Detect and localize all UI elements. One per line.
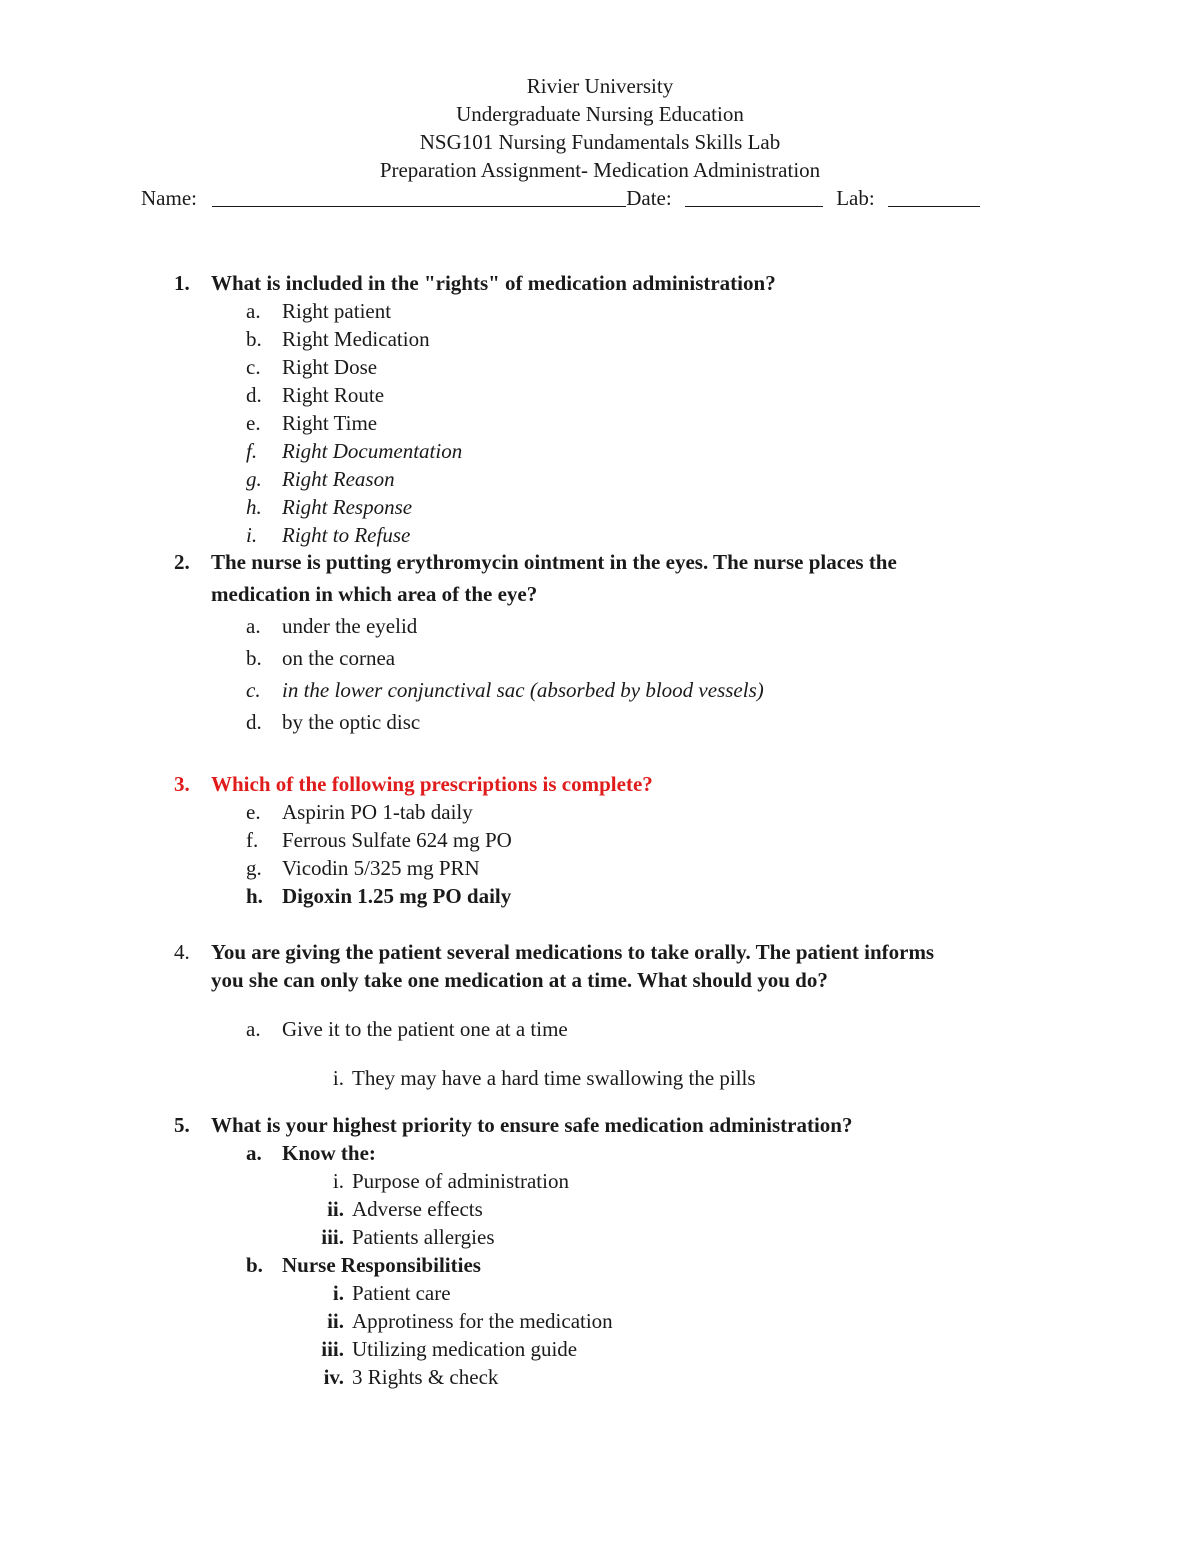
list-item: iii. Utilizing medication guide [321,1337,578,1361]
list-item: ii. Adverse effects [327,1197,483,1221]
question-text-line-1: The nurse is putting erythromycin ointment in the eyes. The nurse places the [211,550,897,574]
date-label: Date: [626,186,672,210]
lab-blank[interactable] [888,184,980,207]
question-number: 4. [174,940,190,964]
name-blank[interactable] [212,184,626,207]
list-item: a. Give it to the patient one at a time [246,1017,568,1041]
document-header [0,72,1200,184]
department-name: Undergraduate Nursing Education [456,102,744,126]
list-item: b. Right Medication [246,327,430,351]
list-item: f. Ferrous Sulfate 624 mg PO [246,828,512,852]
lab-label: Lab: [836,186,875,210]
list-item: g. Right Reason [246,467,395,491]
question-text-line-1: You are giving the patient several medications to take orally. The patient informs [211,940,935,964]
list-item: h. Digoxin 1.25 mg PO daily [246,884,512,908]
list-item: e. Aspirin PO 1-tab daily [246,800,473,824]
name-label: Name: [141,186,197,210]
question-number: 5. [174,1113,190,1137]
list-item: b. Nurse Responsibilities [246,1253,481,1277]
assignment-title: Preparation Assignment- Medication Administration [379,158,821,182]
question-text-line-2: you she can only take one medication at a time. What should you do? [211,968,828,992]
list-item: i. Purpose of administration [332,1169,569,1193]
list-item: a. under the eyelid [246,614,418,638]
date-blank[interactable] [685,184,823,207]
list-item: d. Right Route [246,383,385,407]
list-item: iv. 3 Rights & check [323,1365,499,1389]
list-item: a. Right patient [246,299,392,323]
student-info-line [141,184,1001,212]
list-item: i. They may have a hard time swallowing the pills [332,1066,756,1090]
question-text: What is your highest priority to ensure safe medication administration? [211,1113,853,1137]
question-4 [0,938,1200,1092]
course-title: NSG101 Nursing Fundamentals Skills Lab [419,130,781,154]
list-item: i. Patient care [332,1281,451,1305]
list-item: d. by the optic disc [246,710,421,734]
question-number: 2. [174,550,190,574]
question-1 [0,269,1200,549]
list-item: iii. Patients allergies [321,1225,495,1249]
university-name: Rivier University [526,74,674,98]
question-3 [0,770,1200,910]
list-item: f. Right Documentation [246,439,463,463]
list-item: e. Right Time [246,411,378,435]
list-item: a. Know the: [246,1141,376,1165]
list-item: c. in the lower conjunctival sac (absorbed by blood vessels) [246,678,764,702]
list-item: ii. Approtiness for the medication [327,1309,613,1333]
question-text: Which of the following prescriptions is complete? [211,772,653,796]
question-5 [0,1111,1200,1391]
list-item: h. Right Response [246,495,413,519]
question-2 [0,548,1200,740]
question-number: 1. [174,271,190,295]
question-text: What is included in the "rights" of medication administration? [211,271,776,295]
list-item: g. Vicodin 5/325 mg PRN [246,856,480,880]
list-item: i. Right to Refuse [246,523,411,547]
list-item: c. Right Dose [246,355,378,379]
question-text-line-2: medication in which area of the eye? [211,582,538,606]
list-item: b. on the cornea [246,646,396,670]
question-number: 3. [174,772,190,796]
